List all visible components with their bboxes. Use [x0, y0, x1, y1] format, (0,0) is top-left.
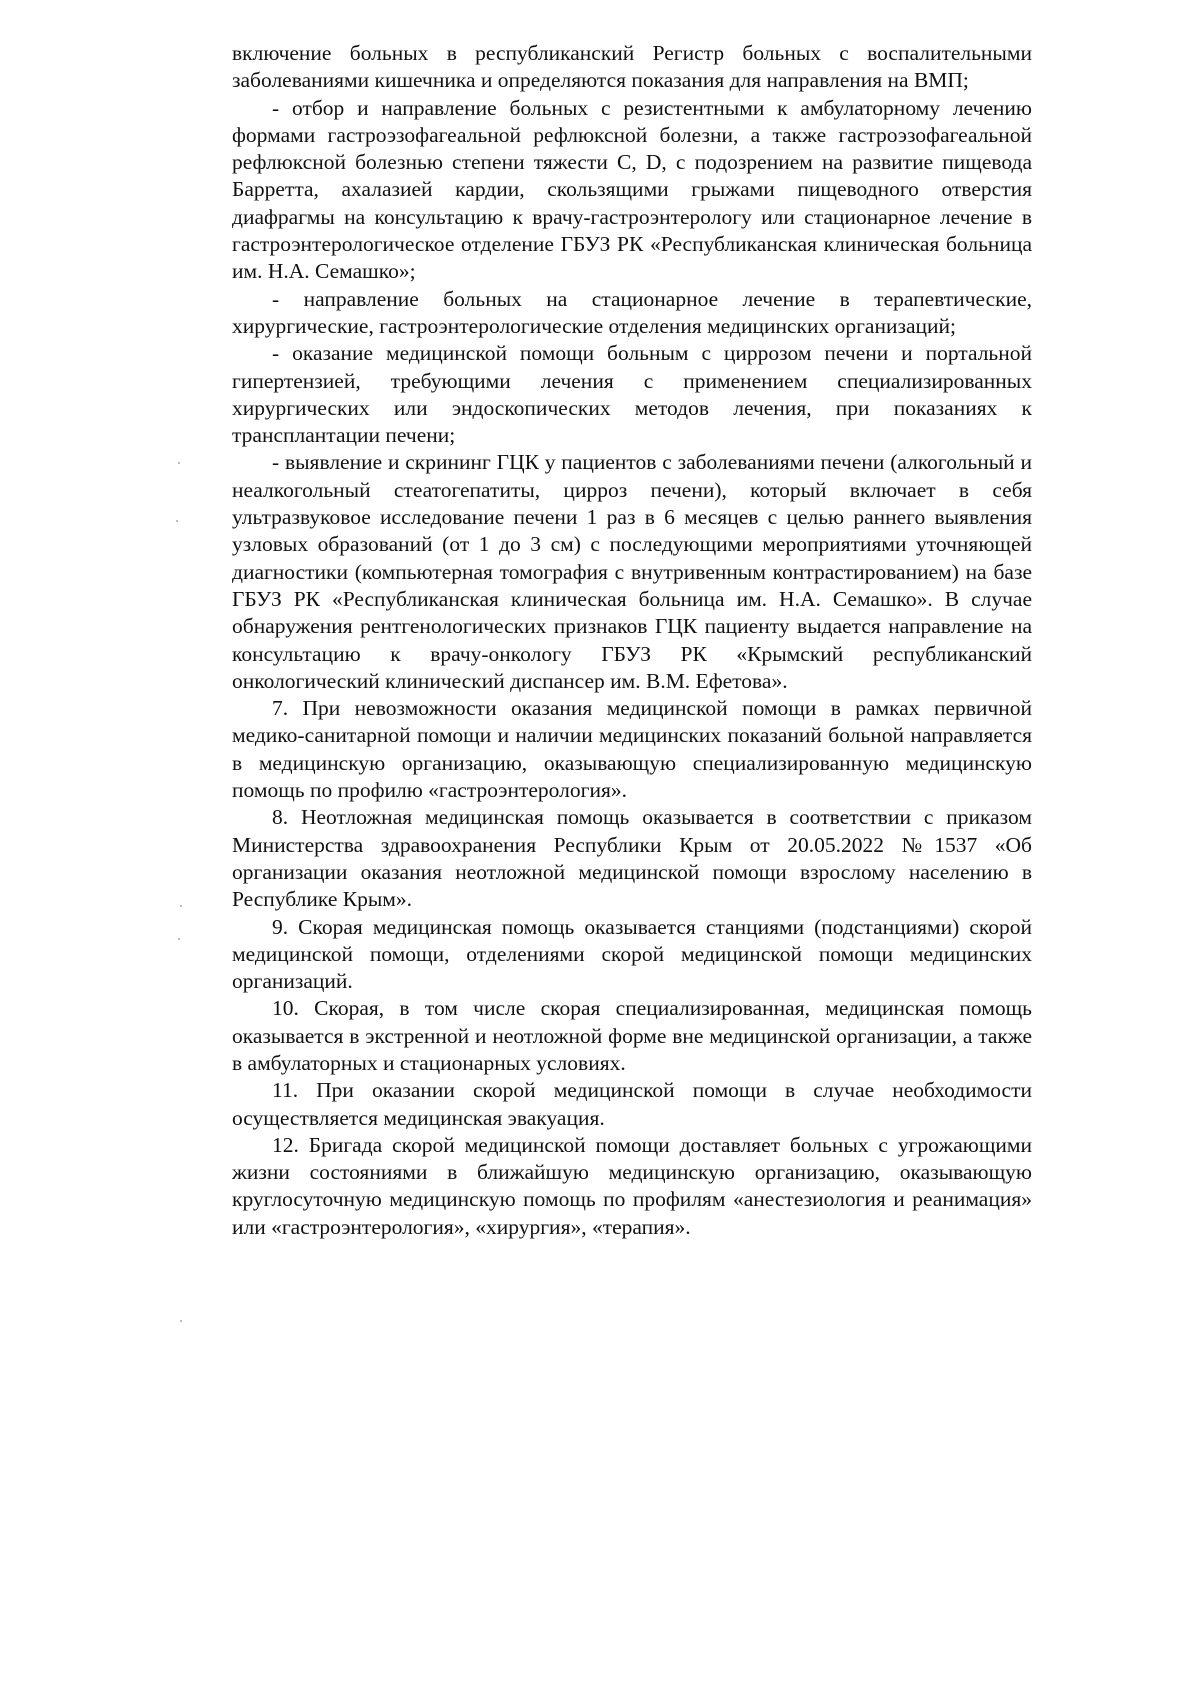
paragraph-inpatient-referral: - направление больных на стационарное лечение в терапевтические, хирургические, гастроэнтерологические отделения медицинских организаций; — [232, 286, 1032, 338]
scan-artifact — [180, 905, 182, 907]
paragraph-cirrhosis-care: - оказание медицинской помощи больным с циррозом печени и портальной гипертензией, требующими лечения с применением специализированных хирургических или эндоскопических методов лечения, при показаниях к трансплантации печени; — [232, 341, 1032, 448]
scan-artifact — [178, 462, 180, 464]
paragraph-item-12: 12. Бригада скорой медицинской помощи доставляет больных с угрожающими жизни состояниями в ближайшую медицинскую организацию, оказывающую круглосуточную медицинскую помощь по профилям «анестезиология и реанимация» или «гастроэнтерология», «хирургия», «терапия». — [232, 1132, 1032, 1239]
paragraph-item-9: 9. Скорая медицинская помощь оказывается станциями (подстанциями) скорой медицинской помощи, отделениями скорой медицинской помощи медицинских организаций. — [232, 914, 1032, 994]
paragraph-item-10: 10. Скорая, в том числе скорая специализированная, медицинская помощь оказывается в экстренной и неотложной форме вне медицинской организации, а также в амбулаторных и стационарных условиях. — [232, 996, 1032, 1075]
paragraph-hcc-screening: - выявление и скрининг ГЦК у пациентов с заболеваниями печени (алкогольный и неалкогольный стеатогепатиты, цирроз печени), который включает в себя ультразвуковое исследование печени 1 раз в 6 месяцев с целью раннего выявления узловых образований (от 1 до 3 см) с последующими мероприятиями уточняющей диагностики (компьютерная томография с внутривенным контрастированием) на базе ГБУЗ РК «Республиканская клиническая больница им. Н.А. Семашко». В случае обнаружения рентгенологических признаков ГЦК пациенту выдается направление на консультацию к врачу-онкологу ГБУЗ РК «Крымский республиканский онкологический клинический диспансер им. В.М. Ефетова». — [232, 450, 1032, 693]
paragraph-item-7: 7. При невозможности оказания медицинской помощи в рамках первичной медико-санитарной помощи и наличии медицинских показаний больной направляется в медицинскую организацию, оказывающую специализированную медицинскую помощь по профилю «гастроэнтерология». — [232, 696, 1032, 803]
scan-artifact — [178, 938, 180, 940]
scan-artifact — [180, 1320, 182, 1322]
paragraph-vzk-registry: включение больных в республиканский Регистр больных с воспалительными заболеваниями кишечника и определяются показания для направления на ВМП; — [232, 41, 1032, 93]
paragraph-item-11: 11. При оказании скорой медицинской помощи в случае необходимости осуществляется медицинская эвакуация. — [232, 1078, 1032, 1130]
paragraph-gerd-referral: - отбор и направление больных с резистентными к амбулаторному лечению формами гастроэзофагеальной рефлюксной болезни, а также гастроэзофагеальной рефлюксной болезнью степени тяжести C, D, с подозрением на развитие пищевода Барретта, ахалазией кардии, скользящими грыжами пищеводного отверстия диафрагмы на консультацию к врачу-гастроэнтерологу или стационарное лечение в гастроэнтерологическое отделение ГБУЗ РК «Республиканская клиническая больница им. Н.А. Семашко»; — [232, 95, 1032, 284]
document-body — [232, 40, 1032, 1241]
scan-artifact — [176, 520, 178, 522]
paragraph-item-8: 8. Неотложная медицинская помощь оказывается в соответствии с приказом Министерства здравоохранения Республики Крым от 20.05.2022 №1537 «Об организации оказания неотложной медицинской помощи взрослому населению в Республике Крым». — [232, 805, 1032, 912]
